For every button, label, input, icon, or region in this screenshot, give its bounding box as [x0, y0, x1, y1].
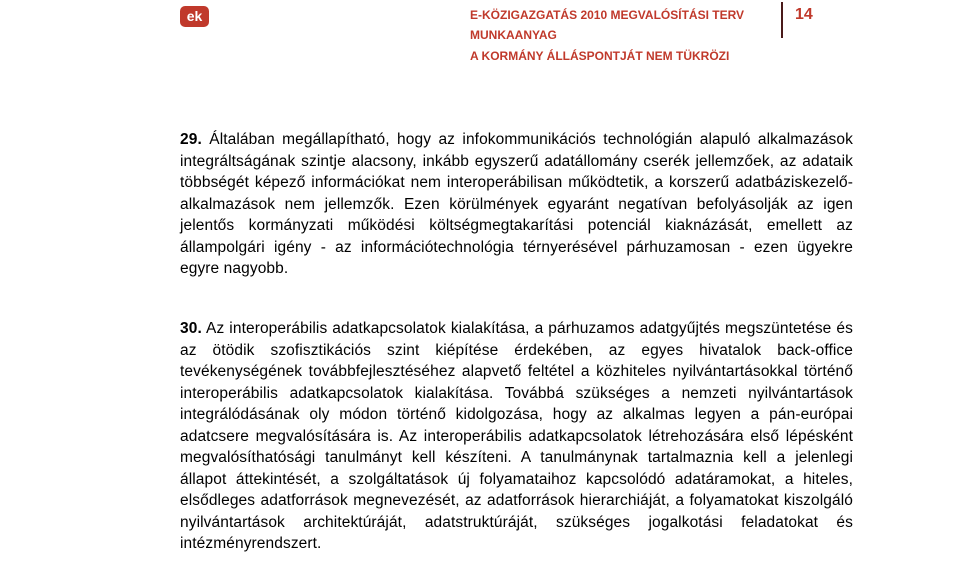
header-disclaimer: A KORMÁNY ÁLLÁSPONTJÁT NEM TÜKRÖZI	[470, 49, 730, 63]
paragraph-text: Az interoperábilis adatkapcsolatok kialakítása, a párhuzamos adatgyűjtés megszüntetése és az ötödik szofisztikációs szint kiépítése érdekében, az egyes hivatalok back-office tevékenységének továbbfejlesztéséhez alapvető feltétel a közhiteles nyilvántartásokkal történő interoperábilis adatkapcsolatok kialakítása. Továbbá szükséges a nemzeti nyilvántartások integrálódásának oly módon történő kidolgozása, hogy az alkalmas legyen a pán-európai adatcsere megvalósítására is. Az interoperábilis adatkapcsolatok létrehozására első lépésként megvalósíthatósági tanulmányt kell készíteni. A tanulmánynak tartalmaznia kell a jelenlegi állapot áttekintését, a szolgáltatások új folyamataihoz kapcsolódó adatáramokat, a hiteles, elsődleges adatforrások megnevezését, az adatforrások hierarchiáját, a folyamatokat kiszolgáló nyilvántartások architektúráját, adatstruktúráját, szükséges jogalkotási feladatokat és intézményrendszert.	[180, 320, 853, 552]
ek-logo-icon	[180, 6, 209, 27]
paragraph-30	[180, 318, 853, 555]
paragraph-number: 30.	[180, 320, 202, 337]
header-title: E-KÖZIGAZGATÁS 2010 MEGVALÓSÍTÁSI TERV	[470, 8, 745, 22]
paragraph-29	[180, 129, 853, 280]
ek-logo	[180, 6, 209, 27]
header-draft-label: MUNKAANYAG	[470, 28, 557, 42]
header-divider	[781, 2, 783, 38]
svg-text:ek: ek	[186, 8, 203, 24]
paragraph-text: Általában megállapítható, hogy az infokommunikációs technológián alapuló alkalmazások integráltságának szintje alacsony, inkább egyszerű adatállomány cserék jellemzőek, az adataik többségét képező információkat nem interoperábilisan működtetik, a korszerű adatbáziskezelő-alkalmazások nem jellemzők. Ezen körülmények egyaránt negatívan befolyásolják az igen jelentős kormányzati működési költségmegtakarítási potenciál kiaknázását, emellett az állampolgári igény - az információtechnológia térnyerésével párhuzamosan - ezen ügyekre egyre nagyobb.	[180, 131, 853, 277]
paragraph-number: 29.	[180, 131, 202, 148]
page-number: 14	[795, 6, 813, 23]
